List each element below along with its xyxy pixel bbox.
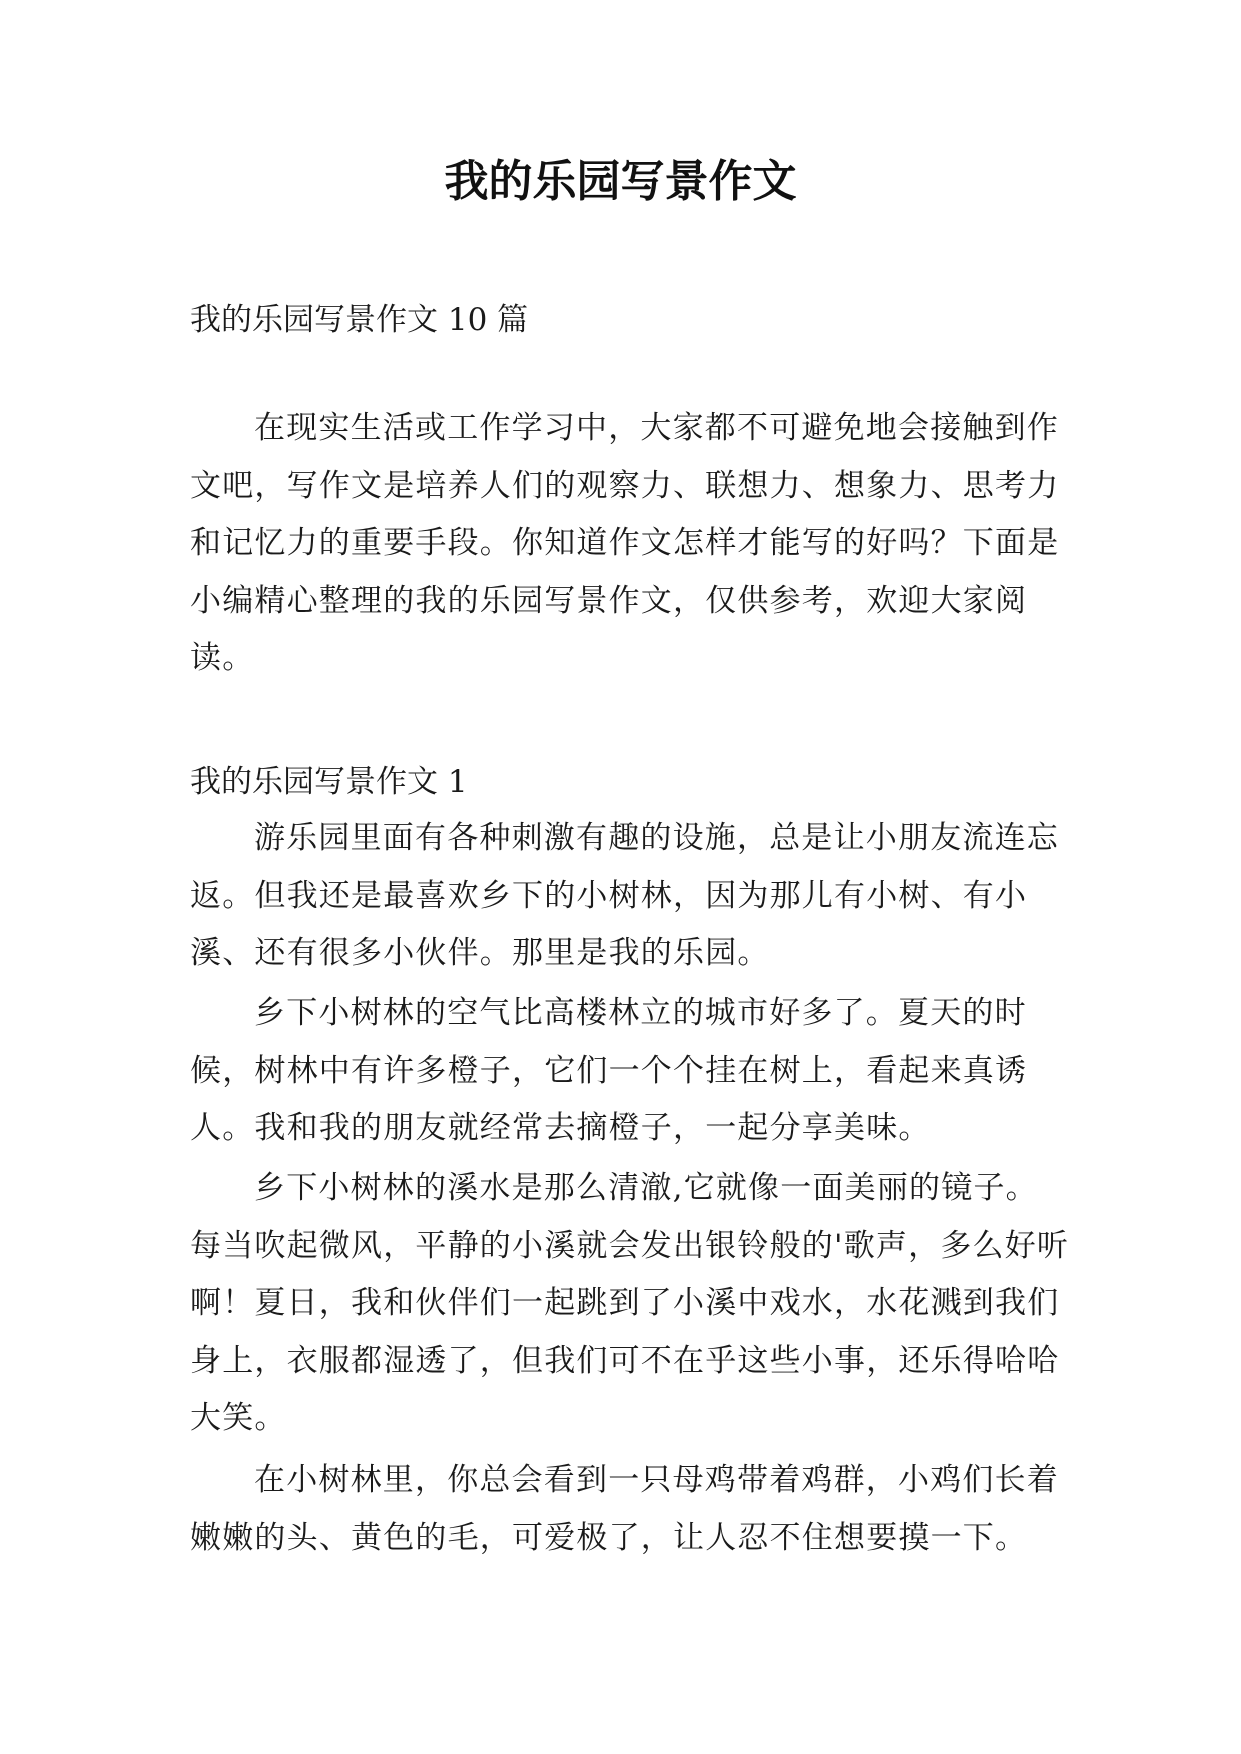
- body-paragraph-1: 游乐园里面有各种刺激有趣的设施，总是让小朋友流连忘返。但我还是最喜欢乡下的小树林，因为那儿有小树、有小溪、还有很多小伙伴。那里是我的乐园。: [190, 820, 1059, 971]
- body-paragraph-3: 乡下小树林的溪水是那么清澈,它就像一面美丽的镜子。每当吹起微风，平静的小溪就会发出银铃般的'歌声，多么好听啊！夏日，我和伙伴们一起跳到了小溪中戏水，水花溅到我们身上，衣服都湿透了，但我们可不在乎这些小事，还乐得哈哈大笑。: [190, 1170, 1070, 1436]
- section-heading: 我的乐园写景作文 1: [190, 764, 468, 800]
- body-paragraph-2: 乡下小树林的空气比高楼林立的城市好多了。夏天的时候，树林中有许多橙子，它们一个个挂在树上，看起来真诱人。我和我的朋友就经常去摘橙子，一起分享美味。: [190, 995, 1028, 1146]
- document-subtitle: 我的乐园写景作文 10 篇: [190, 302, 529, 338]
- document-title: 我的乐园写景作文: [444, 156, 797, 207]
- intro-paragraph: 在现实生活或工作学习中，大家都不可避免地会接触到作文吧，写作文是培养人们的观察力、联想力、想象力、思考力和记忆力的重要手段。你知道作文怎样才能写的好吗？下面是小编精心整理的我的乐园写景作文，仅供参考，欢迎大家阅读。: [190, 410, 1060, 676]
- body-paragraph-4: 在小树林里，你总会看到一只母鸡带着鸡群，小鸡们长着嫩嫩的头、黄色的毛，可爱极了，让人忍不住想要摸一下。: [190, 1462, 1059, 1556]
